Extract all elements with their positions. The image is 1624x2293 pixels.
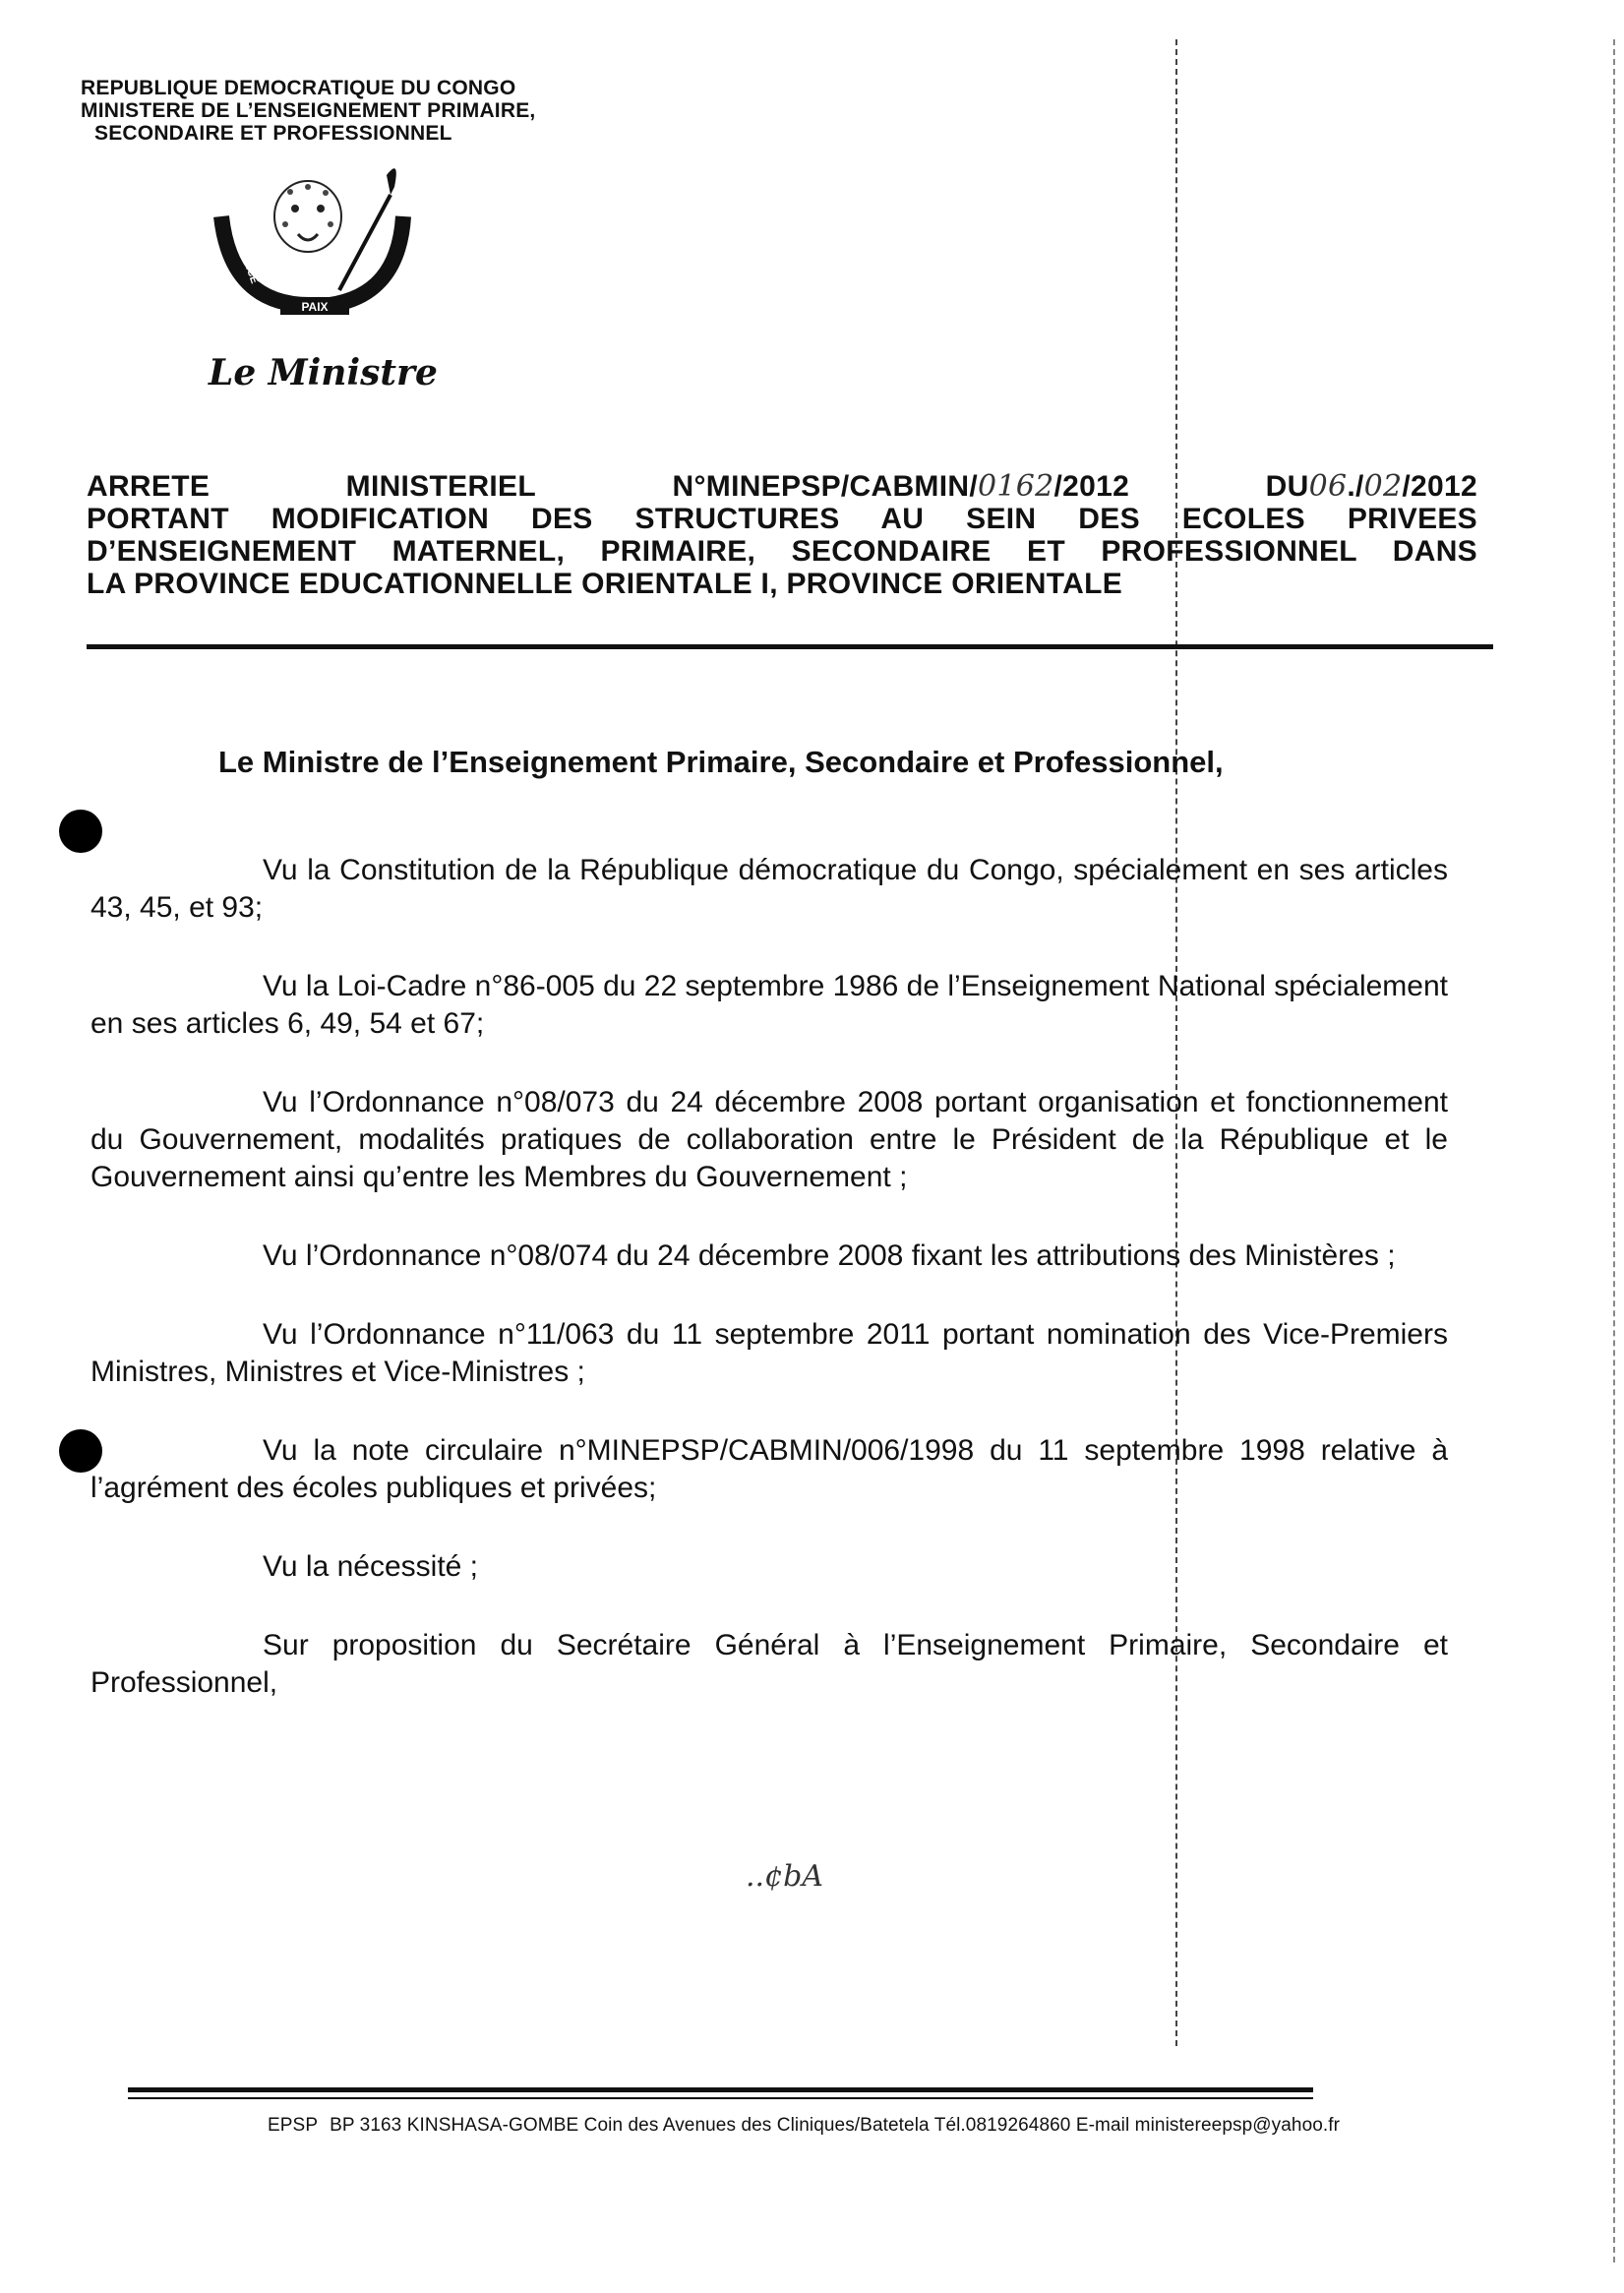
minister-heading: Le Ministre de l’Enseignement Primaire, Secondaire et Professionnel, <box>218 745 1224 779</box>
decree-number-prefix: N°MINEPSP/CABMIN/ <box>672 470 978 503</box>
punch-hole-icon <box>59 810 102 853</box>
emblem-paix: PAIX <box>301 300 329 314</box>
preamble-text: Vu l’Ordonnance n°08/073 du 24 décembre 2008 portant organisation et fonctionnement du Gouvernement, modalités pratiques de collaboration entre le Président de la République et le Gouvernement ainsi qu’entre les Membres du Gouvernement ; <box>90 1086 1448 1193</box>
footer-divider-thin <box>128 2097 1313 2099</box>
preamble-paragraph <box>90 1316 1448 1391</box>
ministre-label: Le Ministre <box>209 352 438 393</box>
letterhead-ministry: MINISTERE DE L’ENSEIGNEMENT PRIMAIRE, <box>81 99 536 122</box>
decree-date-year: /2012 <box>1402 470 1477 503</box>
emblem-travail: TRAVAIL <box>371 210 398 257</box>
preamble <box>90 852 1448 1743</box>
footer-org: EPSP <box>268 2115 319 2136</box>
scan-edge-line <box>1613 39 1615 2263</box>
decree-date-sep: . <box>1347 470 1355 503</box>
preamble-text: Vu la nécessité ; <box>263 1550 479 1583</box>
decree-title-line2: PORTANT MODIFICATION DES STRUCTURES AU SEIN DES ECOLES PRIVEES <box>87 503 1477 535</box>
emblem-justice: JUSTICE <box>233 238 261 285</box>
decree-title-line4: LA PROVINCE EDUCATIONNELLE ORIENTALE I, PROVINCE ORIENTALE <box>87 568 1122 600</box>
decree-number <box>673 470 1130 503</box>
letterhead <box>81 77 535 145</box>
page-initials: ..¢bA <box>746 1859 824 1894</box>
footer-divider <box>128 2087 1313 2092</box>
decree-date-prefix: DU <box>1265 470 1309 503</box>
preamble-text: Sur proposition du Secrétaire Général à l’Enseignement Primaire, Secondaire et Professionnel, <box>90 1629 1448 1699</box>
preamble-paragraph <box>90 968 1448 1043</box>
decree-number-year: /2012 <box>1053 470 1130 503</box>
decree-day-handwritten: 06 <box>1308 469 1348 504</box>
title-word-arrete: ARRETE <box>87 470 211 503</box>
preamble-paragraph <box>90 1084 1448 1196</box>
preamble-paragraph <box>90 1237 1448 1275</box>
decree-number-handwritten: 0162 <box>977 469 1054 504</box>
letterhead-country: REPUBLIQUE DEMOCRATIQUE DU CONGO <box>81 77 516 99</box>
decree-date: DU06./02/2012 <box>1265 469 1477 504</box>
preamble-paragraph <box>90 1627 1448 1702</box>
preamble-text: Vu la Loi-Cadre n°86-005 du 22 septembre 1986 de l’Enseignement National spécialement en ses articles 6, 49, 54 et 67; <box>90 970 1448 1040</box>
letterhead-ministry-cont: SECONDAIRE ET PROFESSIONNEL <box>94 122 452 145</box>
coat-of-arms-icon <box>192 157 448 334</box>
title-divider <box>87 644 1493 649</box>
footer-address: BP 3163 KINSHASA-GOMBE Coin des Avenues des Cliniques/Batetela Tél.0819264860 E-mail ministereepsp@yahoo.fr <box>330 2115 1341 2136</box>
decree-month-handwritten: 02 <box>1363 469 1403 504</box>
preamble-paragraph <box>90 1548 1448 1586</box>
decree-title-line3: D’ENSEIGNEMENT MATERNEL, PRIMAIRE, SECONDAIRE ET PROFESSIONNEL DANS <box>87 535 1477 568</box>
preamble-paragraph <box>90 1432 1448 1507</box>
preamble-text: Vu la note circulaire n°MINEPSP/CABMIN/006/1998 du 11 septembre 1998 relative à l’agrément des écoles publiques et privées; <box>90 1434 1448 1504</box>
preamble-text: Vu l’Ordonnance n°11/063 du 11 septembre 2011 portant nomination des Vice-Premiers Ministres, Ministres et Vice-Ministres ; <box>90 1318 1448 1388</box>
decree-title-line1 <box>87 470 1477 503</box>
preamble-text: Vu la Constitution de la République démocratique du Congo, spécialement en ses articles 43, 45, et 93; <box>90 854 1448 924</box>
preamble-text: Vu l’Ordonnance n°08/074 du 24 décembre 2008 fixant les attributions des Ministères ; <box>263 1239 1396 1272</box>
title-word-ministeriel: MINISTERIEL <box>345 470 536 503</box>
preamble-paragraph <box>90 852 1448 927</box>
footer-contact <box>268 2115 1340 2137</box>
decree-title <box>87 470 1477 600</box>
